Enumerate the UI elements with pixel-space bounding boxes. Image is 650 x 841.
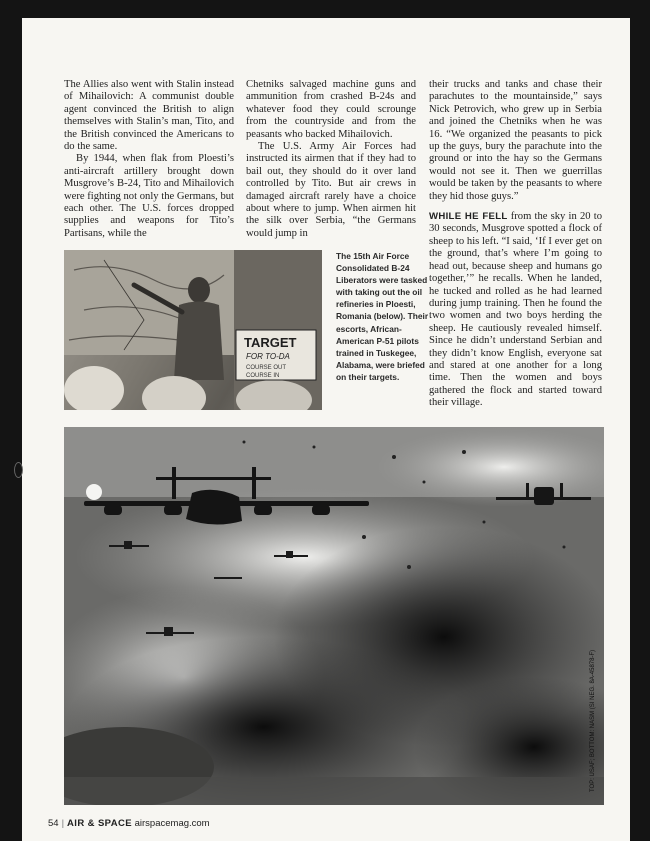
paragraph: The U.S. Army Air Forces had instructed its airmen that if they had to bail out, they should do it over land controlled by Tito. But air crews in damaged aircraft rarely have a choice about where to jump. When airmen hit the silk over Serbia, “the Germans would jump in	[246, 141, 416, 239]
magazine-name: AIR & SPACE	[67, 818, 132, 829]
target-sign-text: FOR TO-DA	[246, 352, 290, 361]
article-column-2	[246, 79, 416, 240]
target-sign-text: TARGET	[244, 335, 297, 350]
binding-hole-mark	[14, 462, 23, 478]
footer-divider: |	[61, 818, 65, 829]
magazine-url[interactable]: airspacemag.com	[134, 818, 210, 829]
bombing-raid-photo-art	[64, 427, 604, 805]
photo-credit: TOP: USAF; BOTTOM: NASM (SI NEG. 8A-45878-F)	[590, 649, 596, 792]
target-sign-text: COURSE OUT	[246, 365, 287, 371]
photo-caption: The 15th Air Force Consolidated B-24 Liberators were tasked with taking out the oil refineries in Ploesti, Romania (below). Their escorts, African-American P-51 pilots trained in Tuskegee, Alabama, were briefed on their targets.	[336, 251, 429, 382]
page-footer	[48, 818, 210, 829]
article-column-3	[429, 79, 602, 410]
briefing-photo-art	[64, 250, 322, 410]
target-sign-text: COURSE IN	[246, 373, 280, 379]
section-lead-in: WHILE HE FELL	[429, 211, 508, 223]
briefing-photo	[64, 250, 322, 410]
page-number: 54	[48, 818, 59, 829]
article-column-1	[64, 79, 234, 240]
paragraph-text: from the sky in 20 to 30 seconds, Musgrove spotted a flock of sheep to his left. “I said, ‘If I ever get on the ground, that’s where I’m going to head out, because sheep and humans go together,’” he recalls. When he landed, he tucked and rolled as he had learned during jump training. Then he found the two women and two boys herding the sheep. He cautiously revealed himself. Since he didn’t understand Serbian and they didn’t know English, everyone sat and stared at one another for a long time. Then the women and boys gathered the flock and started toward their village.	[429, 211, 602, 409]
paragraph: their trucks and tanks and chase their parachutes to the mountainside,” says Nick Petrovich, who grew up in Serbia and joined the Chetniks when he was 16. “We organized the peasants to pick up the guys, bury the parachute into the ground or into the hay so the Germans would not see it. Then we guerrillas would be taken by the peasants to where they hid those guys.”	[429, 79, 602, 202]
paragraph: The Allies also went with Stalin instead of Mihailovich: A communist double agent convinced the British to align themselves with Stalin’s man, Tito, and the British convinced the Americans to do the same.	[64, 79, 234, 153]
paragraph: By 1944, when flak from Ploesti’s anti-aircraft artillery brought down Musgrove’s B-24, Tito and Mihailovich were fighting not only the Germans, but each other. The U.S. forces dropped supplies and weapons for Tito’s Partisans, while the	[64, 153, 234, 239]
paragraph	[429, 211, 602, 410]
bombing-raid-photo	[64, 427, 604, 805]
paragraph: Chetniks salvaged machine guns and ammunition from crashed B-24s and whatever food they could scrounge from the countryside and from the peasants who backed Mihailovich.	[246, 79, 416, 140]
